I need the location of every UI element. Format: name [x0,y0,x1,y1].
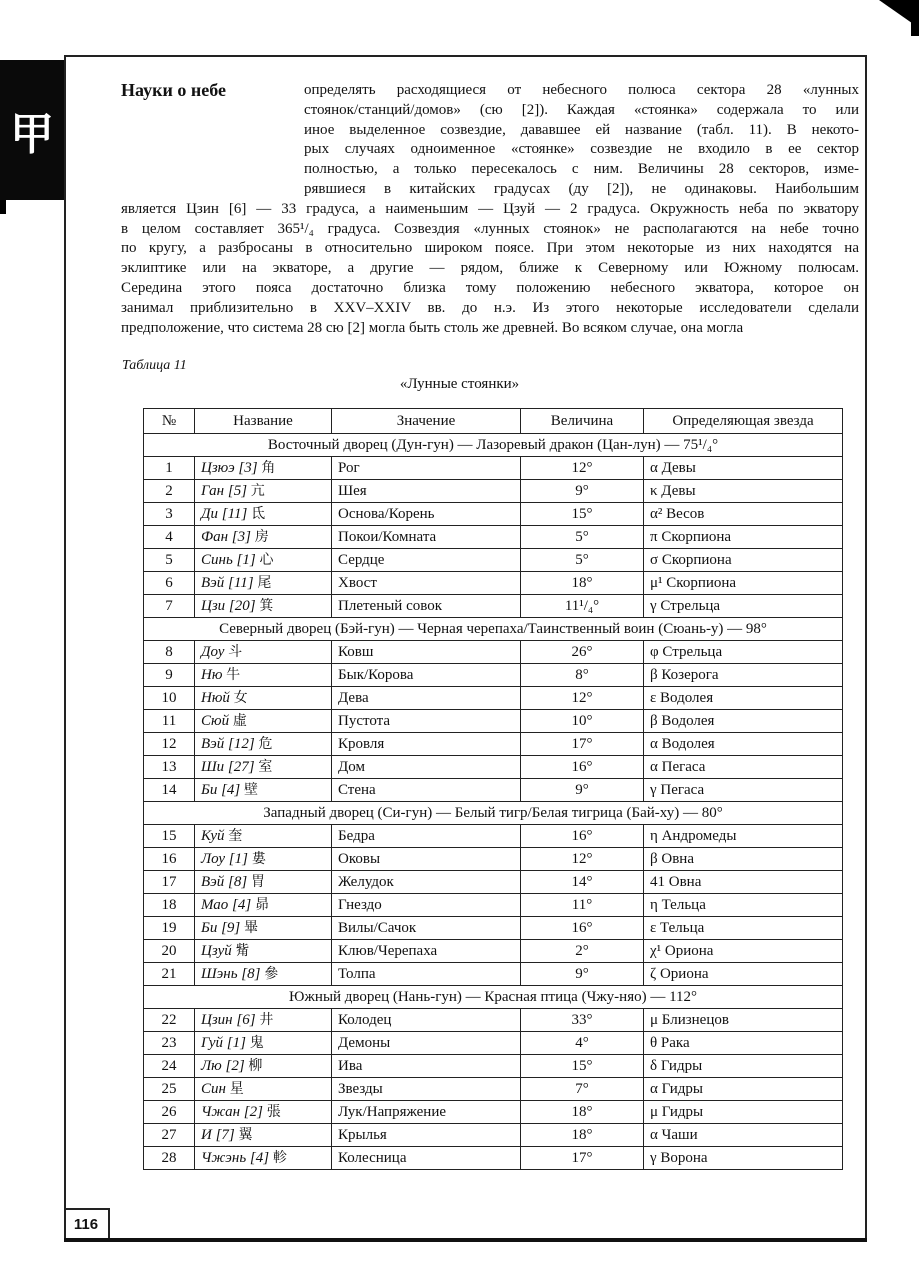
station-hanzi: 亢 [250,482,265,499]
cell-meaning: Клюв/Черепаха [332,940,521,963]
cell-meaning: Основа/Корень [332,503,521,526]
cell-meaning: Звезды [332,1078,521,1101]
cell-meaning: Колесница [332,1147,521,1170]
station-hanzi: 昴 [254,896,269,913]
header-name: Название [195,409,332,434]
text-line: Середина этого пояса достаточно близка тому положению небесного экватора, которое он [121,280,859,296]
cell-meaning: Демоны [332,1032,521,1055]
cell-name [195,825,332,848]
cell-meaning: Гнездо [332,894,521,917]
table-row [144,1124,843,1147]
cell-name [195,779,332,802]
cell-size: 9° [521,480,644,503]
cell-number: 28 [144,1147,195,1170]
header-star: Определяющая звезда [644,409,843,434]
cell-number: 20 [144,940,195,963]
cell-meaning: Желудок [332,871,521,894]
corner-arrow-stem [911,14,919,36]
table-row [144,457,843,480]
header-number: № [144,409,195,434]
cell-size: 4° [521,1032,644,1055]
cell-name [195,733,332,756]
station-hanzi: 角 [261,459,276,476]
cell-name [195,664,332,687]
table-row [144,710,843,733]
station-hanzi: 張 [266,1103,281,1120]
station-name: Мао [4] [201,896,252,913]
cell-name [195,595,332,618]
cell-meaning: Дева [332,687,521,710]
station-hanzi: 畢 [244,919,259,936]
cell-meaning: Оковы [332,848,521,871]
cell-meaning: Лук/Напряжение [332,1101,521,1124]
cell-star: χ¹ Ориона [644,940,843,963]
table-row [144,963,843,986]
station-hanzi: 翼 [238,1126,253,1143]
cell-size: 18° [521,1124,644,1147]
cell-name [195,457,332,480]
cell-name [195,917,332,940]
text-line: определять расходящиеся от небесного полюса сектора 28 «лунных [304,82,859,98]
cell-meaning: Ковш [332,641,521,664]
table-row [144,940,843,963]
table-header-row [144,409,843,434]
cell-size: 12° [521,848,644,871]
cell-star: α Пегаса [644,756,843,779]
station-name: Цзи [20] [201,597,256,614]
cell-star: μ Гидры [644,1101,843,1124]
cell-name [195,503,332,526]
cell-star: γ Пегаса [644,779,843,802]
station-hanzi: 虛 [232,712,247,729]
station-hanzi: 女 [233,689,248,706]
station-hanzi: 參 [264,965,279,982]
cell-name [195,480,332,503]
page-number-box [64,1208,110,1238]
palace-row [144,618,843,641]
cell-size: 2° [521,940,644,963]
cell-name [195,1124,332,1147]
section-title: Науки о небе [121,80,226,100]
chapter-tab-glyph: 甲 [10,109,54,160]
cell-meaning: Сердце [332,549,521,572]
station-hanzi: 危 [258,735,273,752]
cell-number: 18 [144,894,195,917]
cell-number: 9 [144,664,195,687]
cell-meaning: Пустота [332,710,521,733]
cell-number: 14 [144,779,195,802]
cell-star: θ Рака [644,1032,843,1055]
cell-meaning: Толпа [332,963,521,986]
station-hanzi: 軫 [272,1149,287,1166]
table-row [144,595,843,618]
cell-number: 3 [144,503,195,526]
cell-size: 16° [521,825,644,848]
cell-star: κ Девы [644,480,843,503]
header-meaning: Значение [332,409,521,434]
station-name: Куй [201,827,225,844]
palace-title: Восточный дворец (Дун-гун) — Лазоревый дракон (Цан-лун) — 75¹/₄° [144,434,843,457]
palace-row [144,986,843,1009]
text-line: полностью, а только пересекалось с ним. Величины 28 секторов, изме- [304,161,859,178]
table-row [144,825,843,848]
cell-star: β Овна [644,848,843,871]
cell-star: 41 Овна [644,871,843,894]
cell-number: 11 [144,710,195,733]
cell-name [195,1147,332,1170]
cell-number: 22 [144,1009,195,1032]
station-name: Лю [2] [201,1057,245,1074]
cell-star: α Водолея [644,733,843,756]
station-name: Цзуй [201,942,232,959]
cell-name [195,549,332,572]
cell-star: β Водолея [644,710,843,733]
text-line: рявшиеся в китайских градусах (ду [2]), не одинаковы. Наибольшим [304,181,859,197]
cell-meaning: Бык/Корова [332,664,521,687]
palace-title: Западный дворец (Си-гун) — Белый тигр/Белая тигрица (Бай-ху) — 80° [144,802,843,825]
cell-meaning: Кровля [332,733,521,756]
station-name: И [7] [201,1126,235,1143]
station-name: Ди [11] [201,505,248,522]
cell-name [195,1009,332,1032]
palace-title: Северный дворец (Бэй-гун) — Черная черепаха/Таинственный воин (Сюань-у) — 98° [144,618,843,641]
text-line: рых случаях одноименное «стоянке» созвездие не входило в ее сектор [304,141,859,158]
table-row [144,1032,843,1055]
cell-meaning: Колодец [332,1009,521,1032]
cell-name [195,710,332,733]
cell-number: 5 [144,549,195,572]
cell-meaning: Покои/Комната [332,526,521,549]
text-line: стоянок/станций/домов» (сю [2]). Каждая «стоянка» содержала то или [304,101,859,118]
table-row [144,917,843,940]
table-row [144,480,843,503]
cell-meaning: Шея [332,480,521,503]
cell-number: 26 [144,1101,195,1124]
cell-size: 17° [521,733,644,756]
cell-number: 7 [144,595,195,618]
cell-size: 7° [521,1078,644,1101]
cell-meaning: Бедра [332,825,521,848]
station-hanzi: 鬼 [249,1034,264,1051]
cell-size: 16° [521,917,644,940]
station-name: Син [201,1080,226,1097]
station-name: Лоу [1] [201,850,248,867]
text-line: по кругу, а разбросаны в относительно широком поясе. При этом некоторые из них находятся на [121,240,859,257]
station-hanzi: 井 [259,1011,274,1028]
station-name: Вэй [11] [201,574,254,591]
station-name: Би [4] [201,781,241,798]
bottom-rule [64,1238,867,1242]
cell-size: 16° [521,756,644,779]
cell-meaning: Рог [332,457,521,480]
palace-title: Южный дворец (Нань-гун) — Красная птица (Чжу-няо) — 112° [144,986,843,1009]
cell-star: α Гидры [644,1078,843,1101]
station-name: Сюй [201,712,230,729]
station-name: Ши [27] [201,758,255,775]
cell-meaning: Вилы/Сачок [332,917,521,940]
cell-star: β Козерога [644,664,843,687]
station-hanzi: 壁 [244,781,259,798]
cell-name [195,572,332,595]
cell-size: 5° [521,549,644,572]
station-hanzi: 箕 [259,597,274,614]
cell-size: 14° [521,871,644,894]
station-name: Шэнь [8] [201,965,261,982]
cell-size: 18° [521,572,644,595]
station-name: Вэй [8] [201,873,248,890]
cell-number: 6 [144,572,195,595]
cell-star: γ Ворона [644,1147,843,1170]
station-hanzi: 斗 [228,643,243,660]
table-row [144,1009,843,1032]
cell-star: γ Стрельца [644,595,843,618]
cell-meaning: Крылья [332,1124,521,1147]
table-row [144,1101,843,1124]
station-hanzi: 室 [258,758,273,775]
text-line: предположение, что система 28 сю [2] могла быть столь же древней. Во всяком случае, она могла [121,319,744,336]
text-line: занимал приблизительно в XXV–XXIV вв. до н.э. Из этого некоторые исследователи сделали [121,299,859,316]
cell-star: φ Стрельца [644,641,843,664]
cell-name [195,641,332,664]
table-row [144,1078,843,1101]
cell-name [195,963,332,986]
cell-star: α Чаши [644,1124,843,1147]
cell-size: 26° [521,641,644,664]
cell-size: 15° [521,1055,644,1078]
cell-star: δ Гидры [644,1055,843,1078]
cell-size: 15° [521,503,644,526]
cell-number: 27 [144,1124,195,1147]
cell-star: η Андромеды [644,825,843,848]
page-number: 116 [73,1215,99,1233]
palace-row [144,434,843,457]
table-row [144,572,843,595]
cell-size: 11° [521,894,644,917]
station-name: Чжан [2] [201,1103,263,1120]
cell-size: 17° [521,1147,644,1170]
cell-size: 12° [521,457,644,480]
cell-name [195,687,332,710]
cell-name [195,848,332,871]
station-hanzi: 牛 [226,666,241,683]
cell-name [195,940,332,963]
station-hanzi: 柳 [248,1057,263,1074]
cell-number: 17 [144,871,195,894]
cell-number: 24 [144,1055,195,1078]
station-name: Гуй [1] [201,1034,246,1051]
cell-name [195,756,332,779]
station-name: Ган [5] [201,482,248,499]
table-row [144,1055,843,1078]
table-row [144,756,843,779]
station-name: Доу [201,643,225,660]
station-hanzi: 奎 [228,827,243,844]
table-row [144,779,843,802]
cell-size: 8° [521,664,644,687]
station-name: Фан [3] [201,528,251,545]
cell-size: 18° [521,1101,644,1124]
station-name: Цзин [6] [201,1011,256,1028]
header-size: Величина [521,409,644,434]
station-name: Вэй [12] [201,735,255,752]
lunar-stations-table [143,408,843,1170]
station-name: Цзюэ [3] [201,459,258,476]
table-row [144,641,843,664]
cell-star: α Девы [644,457,843,480]
station-name: Нюй [201,689,230,706]
cell-meaning: Ива [332,1055,521,1078]
station-hanzi: 胃 [250,873,265,890]
cell-star: ε Водолея [644,687,843,710]
table-row [144,503,843,526]
table-row [144,687,843,710]
table-row [144,1147,843,1170]
cell-star: η Тельца [644,894,843,917]
cell-size: 5° [521,526,644,549]
station-name: Синь [1] [201,551,256,568]
cell-size: 9° [521,779,644,802]
chapter-tab [0,60,64,200]
cell-star: μ Близнецов [644,1009,843,1032]
cell-meaning: Хвост [332,572,521,595]
cell-number: 19 [144,917,195,940]
table-row [144,733,843,756]
table-row [144,848,843,871]
cell-size: 10° [521,710,644,733]
cell-meaning: Стена [332,779,521,802]
cell-number: 4 [144,526,195,549]
cell-number: 10 [144,687,195,710]
cell-number: 2 [144,480,195,503]
table-row [144,664,843,687]
station-name: Чжэнь [4] [201,1149,270,1166]
cell-star: ε Тельца [644,917,843,940]
table-title: «Лунные стоянки» [399,376,520,392]
station-hanzi: 星 [229,1080,244,1097]
cell-name [195,871,332,894]
cell-name [195,526,332,549]
station-hanzi: 尾 [257,574,272,591]
cell-meaning: Дом [332,756,521,779]
station-hanzi: 婁 [251,850,266,867]
station-hanzi: 房 [254,528,269,545]
cell-star: ζ Ориона [644,963,843,986]
cell-number: 12 [144,733,195,756]
cell-number: 16 [144,848,195,871]
cell-size: 12° [521,687,644,710]
cell-name [195,1032,332,1055]
text-line: является Цзин [6] — 33 градуса, а наименьшим — Цзуй — 2 градуса. Окружность неба по экватору [121,200,859,217]
table-row [144,894,843,917]
text-line: эклиптике или на экваторе, а другие — рядом, ближе к Северному или Южному полюсам. [121,260,859,277]
text-line: в целом составляет 365¹/₄ градуса. Созвездия «лунных стоянок» не располагаются на небе точно [121,220,859,237]
cell-star: σ Скорпиона [644,549,843,572]
cell-size: 33° [521,1009,644,1032]
chapter-tab-rule [0,200,6,214]
cell-number: 1 [144,457,195,480]
cell-number: 23 [144,1032,195,1055]
table-caption: Таблица 11 [122,358,187,373]
cell-name [195,1101,332,1124]
cell-size: 9° [521,963,644,986]
palace-row [144,802,843,825]
cell-star: μ¹ Скорпиона [644,572,843,595]
cell-number: 25 [144,1078,195,1101]
station-name: Ню [201,666,223,683]
table-row [144,526,843,549]
cell-name [195,1078,332,1101]
cell-number: 8 [144,641,195,664]
table-row [144,549,843,572]
station-hanzi: 心 [259,551,274,568]
cell-meaning: Плетеный совок [332,595,521,618]
cell-star: α² Весов [644,503,843,526]
table-body [144,434,843,1170]
table-row [144,871,843,894]
station-hanzi: 觜 [235,942,250,959]
cell-number: 21 [144,963,195,986]
cell-number: 13 [144,756,195,779]
text-line: иное выделенное созвездие, дававшее ей название (табл. 11). В некото- [304,121,859,138]
cell-number: 15 [144,825,195,848]
station-hanzi: 氐 [251,505,266,522]
cell-name [195,894,332,917]
cell-name [195,1055,332,1078]
cell-star: π Скорпиона [644,526,843,549]
cell-size: 11¹/₄° [521,595,644,618]
station-name: Би [9] [201,919,241,936]
